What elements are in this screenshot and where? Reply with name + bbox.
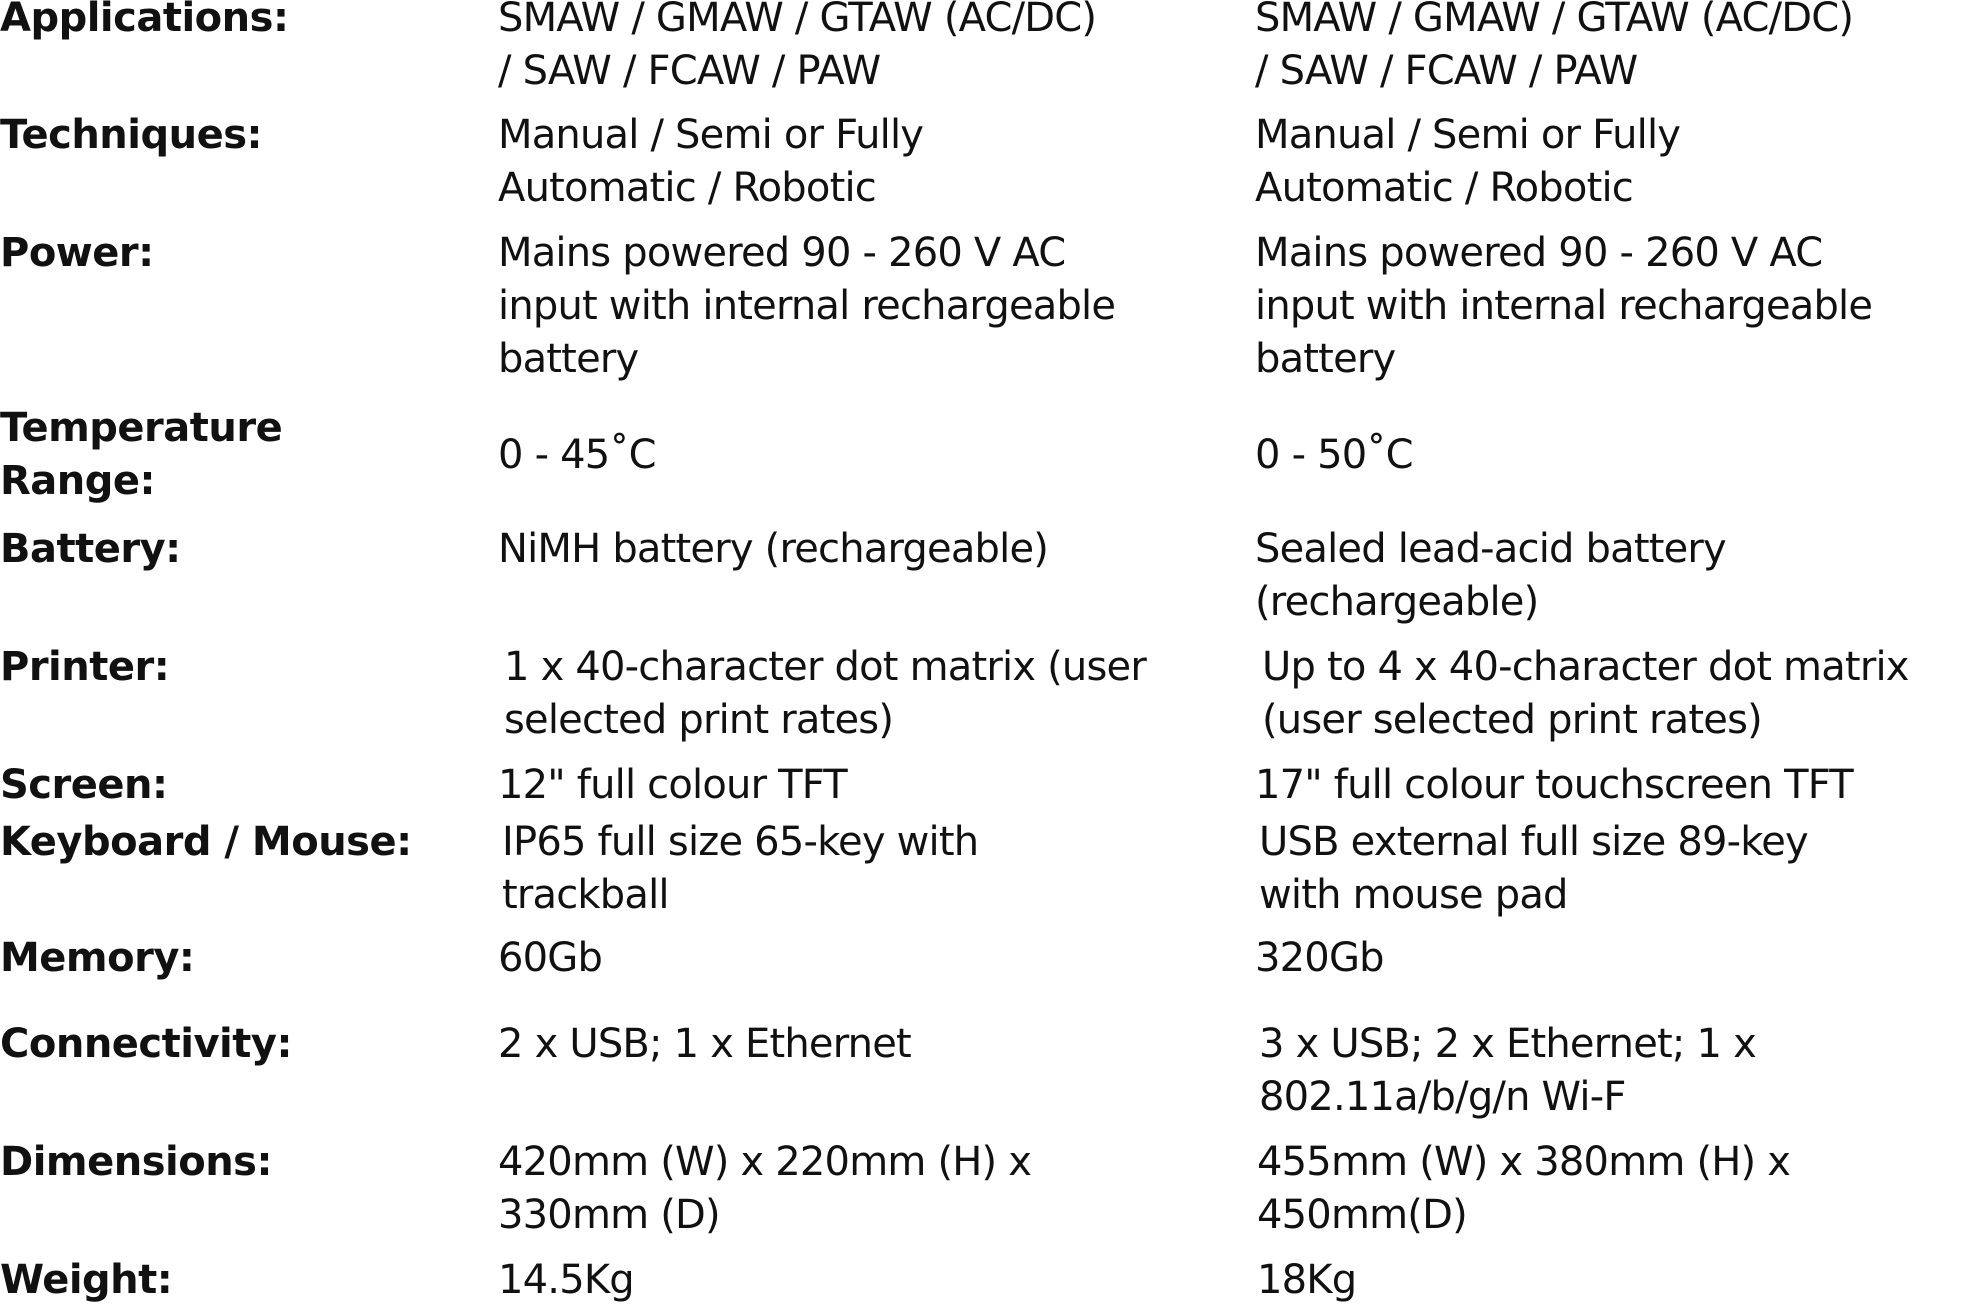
- model-2-value: 3 x USB; 2 x Ethernet; 1 x 802.11a/b/g/n Wi-F: [1259, 1021, 1756, 1120]
- model-2-value: 0 - 50˚C: [1255, 432, 1413, 478]
- row-label: Techniques:: [0, 112, 263, 158]
- model-1-value: Mains powered 90 - 260 V AC input with internal rechargeable battery: [498, 230, 1116, 382]
- model-2-value: USB external full size 89-key with mouse pad: [1259, 819, 1808, 918]
- model-1-value: IP65 full size 65-key with trackball: [502, 819, 979, 918]
- model-2-value: SMAW / GMAW / GTAW (AC/DC) / SAW / FCAW / PAW: [1255, 0, 1854, 94]
- model-2-value: 320Gb: [1255, 935, 1384, 981]
- model-1-value: 14.5Kg: [498, 1257, 634, 1303]
- model-2-value: 18Kg: [1257, 1257, 1357, 1303]
- row-label: Keyboard / Mouse:: [0, 819, 412, 865]
- model-1-value: 2 x USB; 1 x Ethernet: [498, 1021, 911, 1067]
- model-2-value: 17" full colour touchscreen TFT: [1255, 762, 1853, 808]
- model-1-value: NiMH battery (rechargeable): [498, 526, 1049, 572]
- row-label: Power:: [0, 230, 154, 276]
- model-2-value: Manual / Semi or Fully Automatic / Robotic: [1255, 112, 1681, 211]
- model-1-value: Manual / Semi or Fully Automatic / Robotic: [498, 112, 924, 211]
- row-label: Screen:: [0, 762, 168, 808]
- model-2-value: Sealed lead-acid battery (rechargeable): [1255, 526, 1726, 625]
- model-1-value: 420mm (W) x 220mm (H) x 330mm (D): [498, 1139, 1032, 1238]
- row-label: Connectivity:: [0, 1021, 292, 1067]
- row-label: Temperature Range:: [0, 405, 283, 504]
- row-label: Battery:: [0, 526, 181, 572]
- model-2-value: 455mm (W) x 380mm (H) x 450mm(D): [1257, 1139, 1791, 1238]
- row-label: Memory:: [0, 935, 195, 981]
- row-label: Dimensions:: [0, 1139, 272, 1185]
- model-1-value: SMAW / GMAW / GTAW (AC/DC) / SAW / FCAW / PAW: [498, 0, 1097, 94]
- model-1-value: 60Gb: [498, 935, 603, 981]
- model-1-value: 12" full colour TFT: [498, 762, 847, 808]
- model-1-value: 1 x 40-character dot matrix (user selected print rates): [504, 644, 1146, 743]
- model-1-value: 0 - 45˚C: [498, 432, 656, 478]
- row-label: Applications:: [0, 0, 289, 41]
- row-label: Printer:: [0, 644, 170, 690]
- row-label: Weight:: [0, 1257, 173, 1303]
- model-2-value: Up to 4 x 40-character dot matrix (user selected print rates): [1262, 644, 1909, 743]
- model-2-value: Mains powered 90 - 260 V AC input with internal rechargeable battery: [1255, 230, 1873, 382]
